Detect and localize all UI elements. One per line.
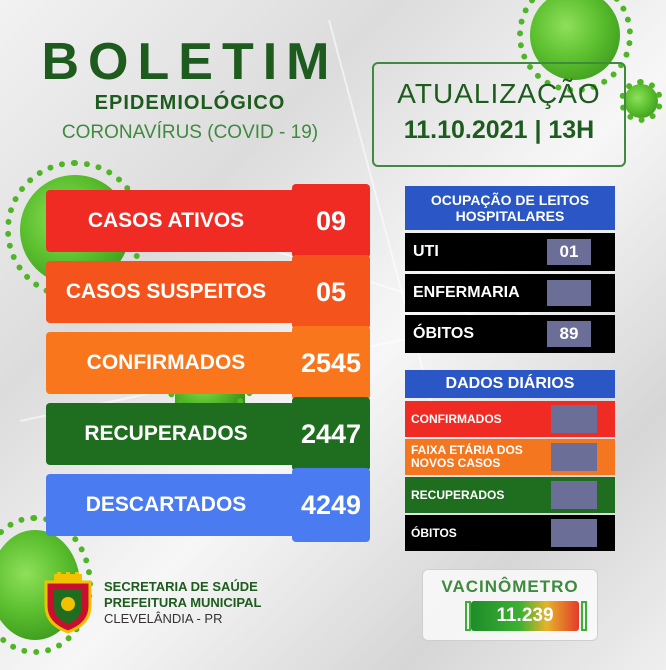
daily-panel [405,370,615,551]
daily-row-value [551,481,597,509]
municipal-crest-logo [40,572,96,634]
stat-value: 2545 [292,326,370,400]
beds-row-value: 89 [547,321,591,347]
footer-line-2: PREFEITURA MUNICIPAL [104,595,262,610]
beds-row-uti [405,233,615,271]
beds-panel-title: OCUPAÇÃO DE LEITOS HOSPITALARES [405,186,615,230]
daily-row-value [551,443,597,471]
stat-value: 09 [292,184,370,258]
daily-row-label: ÓBITOS [411,525,457,540]
vaccinometer [422,569,598,641]
beds-row-value: 01 [547,239,591,265]
vaccinometer-count: 11.239 [496,605,554,626]
stat-label: DESCARTADOS [85,493,247,516]
daily-row-label: FAIXA ETÁRIA DOS NOVOS CASOS [411,443,523,470]
daily-row-value [551,519,597,547]
update-box [372,62,626,167]
daily-row-label: RECUPERADOS [411,487,505,502]
bulletin-topic: CORONAVÍRUS (COVID - 19) [61,122,319,143]
daily-row-age-range [405,439,615,475]
beds-row-label: ÓBITOS [413,325,475,342]
daily-row-confirmed [405,401,615,437]
stat-label: CONFIRMADOS [86,351,246,374]
beds-row-value [547,280,591,306]
stat-confirmed [46,332,370,394]
stat-value: 4249 [292,468,370,542]
virus-icon [624,84,658,118]
daily-row-value [551,405,597,433]
footer-line-1: SECRETARIA DE SAÚDE [104,579,258,594]
bulletin-subtitle: EPIDEMIOLÓGICO [94,92,286,114]
footer-line-3: CLEVELÂNDIA - PR [104,611,223,626]
vaccinometer-title: VACINÔMETRO [441,577,579,596]
stat-discarded [46,474,370,536]
beds-row-ward [405,274,615,312]
stat-active-cases [46,190,370,252]
stat-label: CASOS SUSPEITOS [65,280,267,303]
daily-row-label: CONFIRMADOS [411,411,502,426]
beds-row-deaths [405,315,615,353]
stat-label: CASOS ATIVOS [87,209,245,232]
daily-panel-title: DADOS DIÁRIOS [405,370,615,398]
stat-recovered [46,403,370,465]
vaccinometer-cap [581,601,587,631]
beds-row-label: ENFERMARIA [413,284,520,301]
bulletin-title: BOLETIM [41,33,339,91]
stat-value: 2447 [292,397,370,471]
stat-suspected-cases [46,261,370,323]
daily-row-recovered [405,477,615,513]
beds-row-label: UTI [413,243,439,260]
footer [104,579,261,627]
beds-panel [405,186,615,353]
stat-label: RECUPERADOS [84,422,248,445]
daily-row-deaths [405,515,615,551]
update-date: 11.10.2021 | 13H [403,116,595,144]
update-label: ATUALIZAÇÃO [397,78,601,109]
vaccinometer-bar [471,601,579,631]
stat-value: 05 [292,255,370,329]
